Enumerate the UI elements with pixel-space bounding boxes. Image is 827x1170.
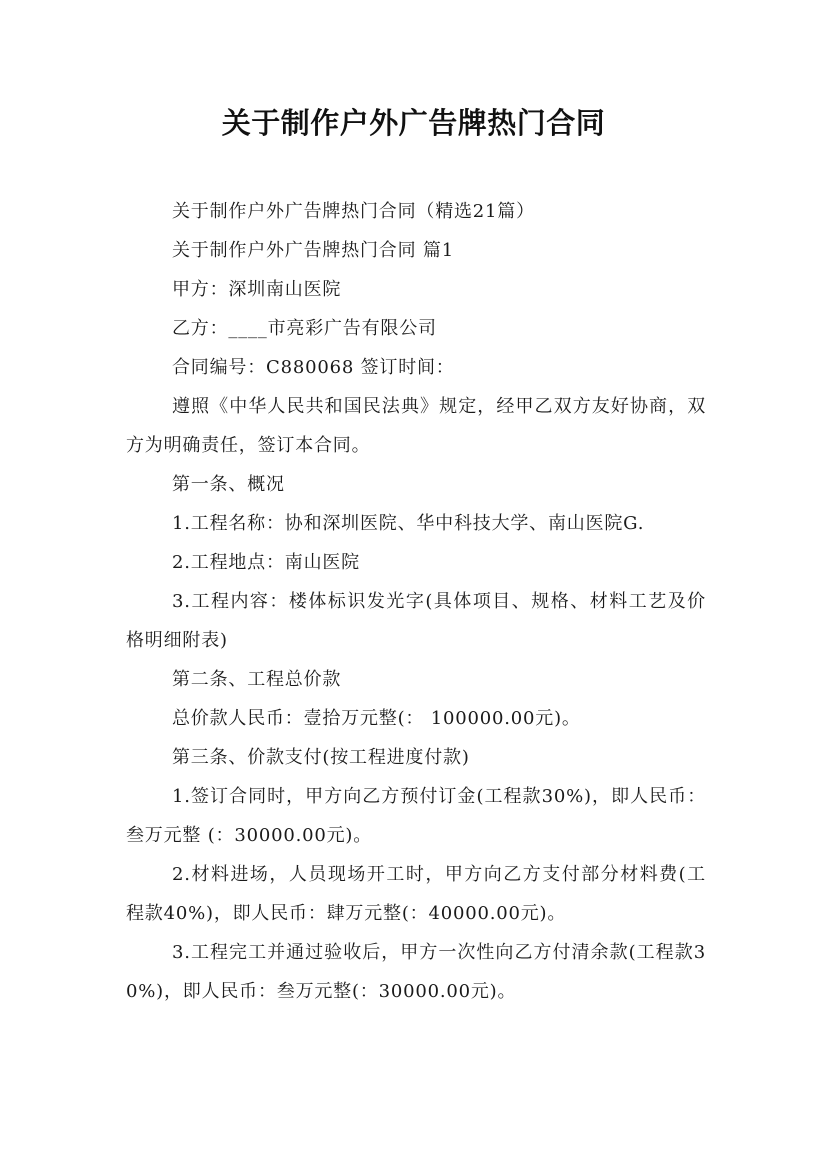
paragraph-payment-1: 1.签订合同时，甲方向乙方预付订金(工程款30%)，即人民币：叁万元整 (：30000.00元)。	[126, 786, 706, 846]
paragraph-project-content: 3.工程内容：楼体标识发光字(具体项目、规格、材料工艺及价格明细附表)	[126, 591, 706, 651]
paragraph-party-a: 甲方：深圳南山医院	[172, 279, 342, 300]
document-body	[126, 192, 706, 1011]
paragraph-subtitle: 关于制作户外广告牌热门合同（精选21篇）	[172, 201, 535, 222]
paragraph-preamble: 遵照《中华人民共和国民法典》规定，经甲乙双方友好协商，双方为明确责任，签订本合同。	[126, 396, 706, 456]
paragraph-project-name: 1.工程名称：协和深圳医院、华中科技大学、南山医院G.	[172, 513, 645, 534]
paragraph-section-2-heading: 第二条、工程总价款	[172, 669, 342, 690]
paragraph-section-1-heading: 第一条、概况	[172, 474, 285, 495]
paragraph-project-location: 2.工程地点：南山医院	[172, 552, 360, 573]
paragraph-article-heading: 关于制作户外广告牌热门合同 篇1	[172, 240, 454, 261]
paragraph-section-3-heading: 第三条、价款支付(按工程进度付款)	[172, 747, 470, 768]
paragraph-party-b: 乙方：____市亮彩广告有限公司	[172, 318, 437, 339]
document-title: 关于制作户外广告牌热门合同	[221, 106, 606, 140]
paragraph-contract-number: 合同编号：C880068 签订时间：	[172, 357, 455, 378]
paragraph-payment-3: 3.工程完工并通过验收后，甲方一次性向乙方付清余款(工程款30%)，即人民币：叁万元整(：30000.00元)。	[126, 942, 706, 1002]
paragraph-payment-2: 2.材料进场，人员现场开工时，甲方向乙方支付部分材料费(工程款40%)，即人民币：肆万元整(：40000.00元)。	[126, 864, 706, 924]
paragraph-total-price: 总价款人民币：壹拾万元整(： 100000.00元)。	[172, 708, 581, 729]
